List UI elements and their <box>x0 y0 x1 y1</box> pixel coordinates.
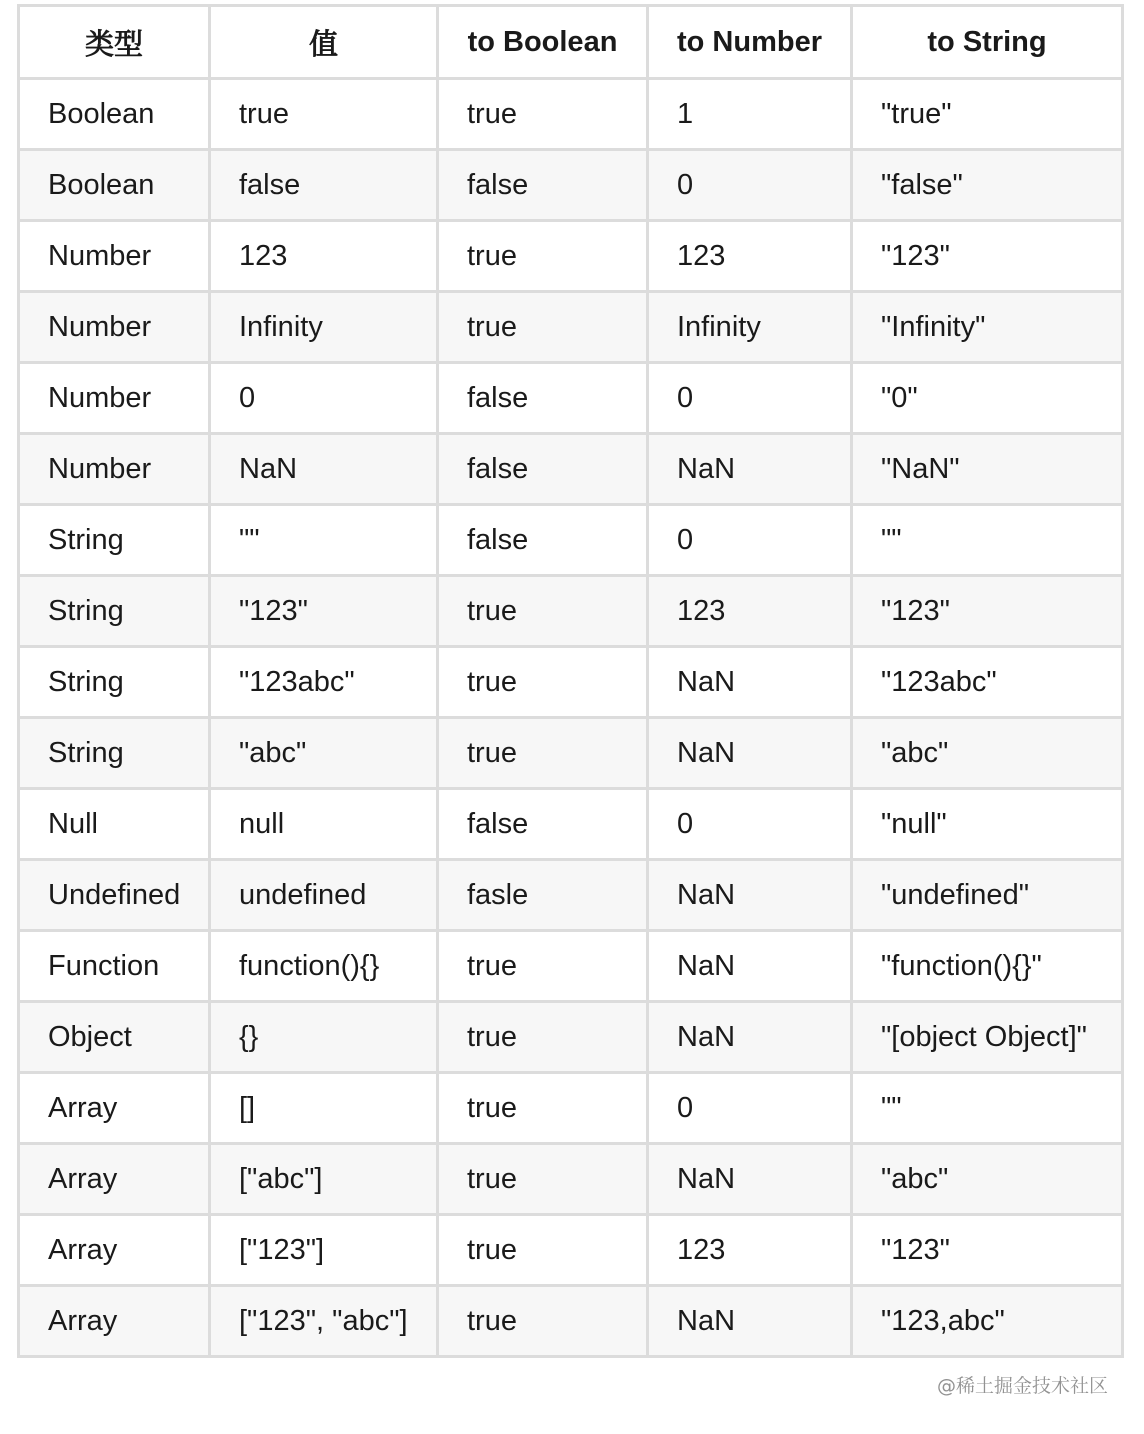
header-to-number: to Number <box>648 6 852 79</box>
table-row <box>19 1215 1123 1286</box>
cell-type: String <box>19 505 210 576</box>
table-row <box>19 647 1123 718</box>
cell-value: null <box>210 789 438 860</box>
cell-value: "123abc" <box>210 647 438 718</box>
cell-to-boolean: true <box>438 1215 648 1286</box>
cell-type: String <box>19 647 210 718</box>
cell-value: {} <box>210 1002 438 1073</box>
cell-to-number: NaN <box>648 931 852 1002</box>
cell-value: ["123"] <box>210 1215 438 1286</box>
cell-to-number: Infinity <box>648 292 852 363</box>
cell-to-boolean: true <box>438 1144 648 1215</box>
header-to-boolean: to Boolean <box>438 6 648 79</box>
cell-to-string: "abc" <box>852 1144 1123 1215</box>
cell-value: Infinity <box>210 292 438 363</box>
cell-to-string: "NaN" <box>852 434 1123 505</box>
cell-to-string: "" <box>852 1073 1123 1144</box>
cell-type: String <box>19 576 210 647</box>
table-row <box>19 1286 1123 1357</box>
table-row <box>19 434 1123 505</box>
table-row <box>19 292 1123 363</box>
cell-type: Array <box>19 1073 210 1144</box>
type-conversion-table <box>17 4 1124 1358</box>
cell-to-number: 123 <box>648 1215 852 1286</box>
cell-value: "123" <box>210 576 438 647</box>
cell-to-number: NaN <box>648 647 852 718</box>
cell-to-boolean: false <box>438 505 648 576</box>
cell-type: Undefined <box>19 860 210 931</box>
cell-type: String <box>19 718 210 789</box>
cell-value: undefined <box>210 860 438 931</box>
table-row <box>19 505 1123 576</box>
cell-to-string: "false" <box>852 150 1123 221</box>
header-value: 值 <box>210 6 438 79</box>
header-to-string: to String <box>852 6 1123 79</box>
cell-type: Number <box>19 434 210 505</box>
cell-type: Array <box>19 1144 210 1215</box>
cell-to-number: 0 <box>648 1073 852 1144</box>
cell-to-number: 0 <box>648 363 852 434</box>
cell-type: Number <box>19 363 210 434</box>
cell-value: ["abc"] <box>210 1144 438 1215</box>
cell-value: ["123", "abc"] <box>210 1286 438 1357</box>
cell-value: true <box>210 79 438 150</box>
cell-to-boolean: true <box>438 221 648 292</box>
table-row <box>19 1073 1123 1144</box>
cell-to-string: "undefined" <box>852 860 1123 931</box>
cell-to-boolean: true <box>438 1073 648 1144</box>
cell-value: [] <box>210 1073 438 1144</box>
table-row <box>19 718 1123 789</box>
cell-to-string: "123,abc" <box>852 1286 1123 1357</box>
cell-to-number: 123 <box>648 221 852 292</box>
watermark: @稀土掘金技术社区 <box>936 1375 1108 1397</box>
table-row <box>19 1144 1123 1215</box>
cell-to-boolean: false <box>438 434 648 505</box>
cell-to-string: "0" <box>852 363 1123 434</box>
cell-type: Array <box>19 1215 210 1286</box>
cell-to-boolean: false <box>438 789 648 860</box>
cell-value: "abc" <box>210 718 438 789</box>
cell-to-boolean: true <box>438 1286 648 1357</box>
table-row <box>19 150 1123 221</box>
cell-to-boolean: true <box>438 1002 648 1073</box>
cell-to-string: "Infinity" <box>852 292 1123 363</box>
cell-to-number: 123 <box>648 576 852 647</box>
cell-type: Null <box>19 789 210 860</box>
table-row <box>19 363 1123 434</box>
table-row <box>19 79 1123 150</box>
cell-type: Array <box>19 1286 210 1357</box>
cell-to-boolean: true <box>438 292 648 363</box>
cell-to-number: NaN <box>648 434 852 505</box>
table-row <box>19 789 1123 860</box>
cell-to-number: 0 <box>648 789 852 860</box>
cell-type: Number <box>19 221 210 292</box>
cell-to-boolean: false <box>438 363 648 434</box>
cell-to-string: "abc" <box>852 718 1123 789</box>
cell-to-string: "123" <box>852 1215 1123 1286</box>
cell-to-string: "null" <box>852 789 1123 860</box>
cell-type: Number <box>19 292 210 363</box>
cell-type: Boolean <box>19 79 210 150</box>
cell-to-number: 0 <box>648 505 852 576</box>
table-row <box>19 576 1123 647</box>
cell-to-boolean: true <box>438 79 648 150</box>
cell-value: 123 <box>210 221 438 292</box>
cell-value: function(){} <box>210 931 438 1002</box>
cell-to-boolean: fasle <box>438 860 648 931</box>
cell-to-number: NaN <box>648 1144 852 1215</box>
cell-to-boolean: false <box>438 150 648 221</box>
cell-value: false <box>210 150 438 221</box>
cell-to-string: "123abc" <box>852 647 1123 718</box>
cell-type: Object <box>19 1002 210 1073</box>
cell-to-string: "123" <box>852 576 1123 647</box>
table-row <box>19 221 1123 292</box>
cell-to-string: "" <box>852 505 1123 576</box>
cell-value: "" <box>210 505 438 576</box>
cell-to-string: "function(){}" <box>852 931 1123 1002</box>
cell-value: NaN <box>210 434 438 505</box>
table-row <box>19 860 1123 931</box>
cell-to-number: NaN <box>648 718 852 789</box>
table-row <box>19 1002 1123 1073</box>
header-type: 类型 <box>19 6 210 79</box>
type-conversion-table-container <box>17 4 1121 1358</box>
cell-to-string: "[object Object]" <box>852 1002 1123 1073</box>
cell-type: Function <box>19 931 210 1002</box>
cell-to-string: "123" <box>852 221 1123 292</box>
table-row <box>19 931 1123 1002</box>
cell-to-number: NaN <box>648 1286 852 1357</box>
cell-to-number: 1 <box>648 79 852 150</box>
cell-to-boolean: true <box>438 576 648 647</box>
cell-to-boolean: true <box>438 647 648 718</box>
cell-to-number: NaN <box>648 860 852 931</box>
table-header-row <box>19 6 1123 79</box>
cell-to-number: NaN <box>648 1002 852 1073</box>
cell-to-boolean: true <box>438 718 648 789</box>
cell-to-boolean: true <box>438 931 648 1002</box>
cell-value: 0 <box>210 363 438 434</box>
cell-type: Boolean <box>19 150 210 221</box>
cell-to-number: 0 <box>648 150 852 221</box>
cell-to-string: "true" <box>852 79 1123 150</box>
